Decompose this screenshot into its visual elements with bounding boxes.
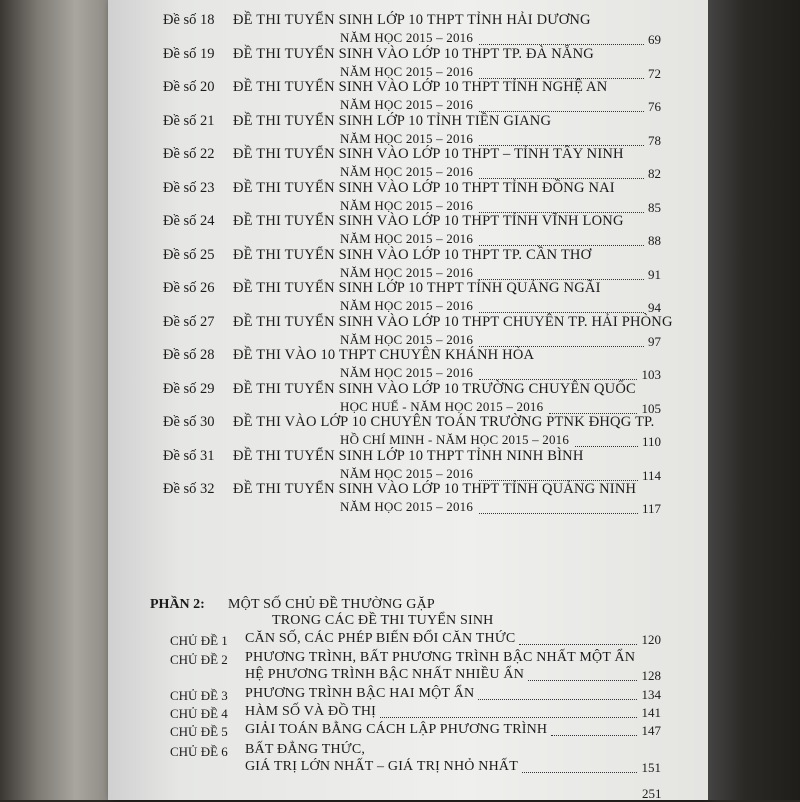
exam-title: ĐỀ THI TUYỂN SINH VÀO LỚP 10 THPT TỈNH NGHỆ AN [233,79,608,95]
exam-title: ĐỀ THI TUYỂN SINH LỚP 10 TỈNH TIỀN GIANG [233,112,552,129]
topic-label: CHỦ ĐỀ 5 [170,724,228,739]
leader-dots [479,512,638,514]
exam-page: 91 [648,266,661,282]
exam-label: Đề số 32 [163,481,215,497]
exam-year: NĂM HỌC 2015 – 2016 [340,197,474,213]
exam-year: NĂM HỌC 2015 – 2016 [340,231,474,246]
topic-label: CHỦ ĐỀ 4 [170,706,228,721]
exam-title: ĐỀ THI TUYỂN SINH VÀO LỚP 10 THPT CHUYÊN TP. HẢI PHÒNG [233,313,673,330]
topic-title: GIÁ TRỊ LỚN NHẤT – GIÁ TRỊ NHỎ NHẤT [245,759,518,774]
exam-year: NĂM HỌC 2015 – 2016 [340,365,474,380]
exam-page: 94 [648,300,661,315]
topic-title: PHƯƠNG TRÌNH BẬC HAI MỘT ẨN [245,686,475,701]
exam-title: ĐỀ THI TUYỂN SINH VÀO LỚP 10 TRƯỜNG CHUYÊN QUỐC [233,380,636,397]
exam-page: 114 [641,467,661,483]
exam-page: 72 [648,65,661,81]
book-spine [0,0,108,800]
exam-label: Đề số 22 [163,146,215,162]
page-edge-shadow [708,0,800,800]
exam-year: NĂM HỌC 2015 – 2016 [340,63,474,79]
exam-title: ĐỀ THI TUYỂN SINH LỚP 10 THPT TỈNH NINH BÌNH [233,447,584,464]
exam-label: Đề số 23 [163,179,215,196]
exam-year: NĂM HỌC 2015 – 2016 [340,97,474,112]
exam-title: ĐỀ THI VÀO LỚP 10 CHUYÊN TOÁN TRƯỜNG PTNK ĐHQG TP. [233,414,655,430]
exam-title: ĐỀ THI TUYỂN SINH VÀO LỚP 10 THPT TỈNH ĐỒNG NAI [233,179,615,196]
exam-page: 97 [648,333,661,349]
exam-title: ĐỀ THI TUYỂN SINH VÀO LỚP 10 THPT TỈNH VĨNH LONG [233,213,624,229]
exam-label: Đề số 19 [163,45,215,62]
exam-label: Đề số 27 [163,313,215,330]
exam-page: 76 [648,99,661,114]
topic-page: 151 [641,760,661,775]
exam-label: Đề số 31 [163,447,215,464]
leader-dots [551,734,637,736]
exam-page: 82 [648,166,661,181]
exam-year: HỌC HUẾ - NĂM HỌC 2015 – 2016 [340,398,544,414]
topic-label: CHỦ ĐỀ 2 [170,652,228,667]
topic-page: 147 [641,723,661,738]
topic-title: BẤT ĐẲNG THỨC, [245,742,366,757]
exam-title: ĐỀ THI TUYỂN SINH VÀO LỚP 10 THPT TP. CẦN THƠ [233,246,592,263]
topic-page: 120 [641,632,661,647]
page-number: 251 [642,786,662,801]
topic-title: HÀM SỐ VÀ ĐỒ THỊ [245,704,377,719]
topic-page: 134 [641,687,661,702]
exam-year: HỒ CHÍ MINH - NĂM HỌC 2015 – 2016 [340,432,570,447]
exam-page: 103 [641,367,661,382]
exam-label: Đề số 26 [163,280,215,296]
exam-title: ĐỀ THI TUYỂN SINH VÀO LỚP 10 THPT TP. ĐÀ NẴNG [233,45,594,62]
exam-label: Đề số 24 [163,213,215,229]
exam-page: 105 [641,400,661,416]
exam-year: NĂM HỌC 2015 – 2016 [340,499,474,514]
exam-title: ĐỀ THI TUYỂN SINH LỚP 10 THPT TỈNH HẢI DƯƠNG [233,12,591,28]
topic-title: CĂN SỐ, CÁC PHÉP BIẾN ĐỔI CĂN THỨC [245,631,516,646]
exam-year: NĂM HỌC 2015 – 2016 [340,30,474,45]
exam-year: NĂM HỌC 2015 – 2016 [340,465,474,481]
exam-title: ĐỀ THI TUYỂN SINH VÀO LỚP 10 THPT TỈNH QUẢNG NINH [233,481,637,497]
exam-label: Đề số 21 [163,112,215,129]
exam-page: 85 [648,199,661,215]
exam-year: NĂM HỌC 2015 – 2016 [340,164,474,179]
exam-label: Đề số 20 [163,79,215,95]
topic-title: GIẢI TOÁN BẰNG CÁCH LẬP PHƯƠNG TRÌNH [245,722,548,737]
exam-title: ĐỀ THI VÀO 10 THPT CHUYÊN KHÁNH HÒA [233,347,535,363]
exam-title: ĐỀ THI TUYỂN SINH VÀO LỚP 10 THPT – TỈNH TÂY NINH [233,146,624,162]
part-subtitle: TRONG CÁC ĐỀ THI TUYỂN SINH [272,613,494,628]
topic-label: CHỦ ĐỀ 6 [170,744,228,759]
leader-dots [380,716,637,718]
part-title: MỘT SỐ CHỦ ĐỀ THƯỜNG GẶP [228,597,435,612]
exam-label: Đề số 29 [163,380,215,397]
exam-year: NĂM HỌC 2015 – 2016 [340,130,474,146]
topic-page: 128 [641,668,661,683]
topic-title: HỆ PHƯƠNG TRÌNH BẬC NHẤT NHIỀU ẨN [245,667,525,682]
leader-dots [478,698,637,700]
exam-year: NĂM HỌC 2015 – 2016 [340,264,474,280]
topic-title: PHƯƠNG TRÌNH, BẤT PHƯƠNG TRÌNH BẬC NHẤT MỘT ẨN [245,650,636,665]
topic-label: CHỦ ĐỀ 3 [170,688,228,703]
exam-page: 110 [641,434,661,449]
exam-page: 88 [648,233,661,248]
exam-page: 117 [641,501,661,516]
exam-page: 78 [648,132,661,148]
exam-label: Đề số 30 [163,414,215,430]
topic-label: CHỦ ĐỀ 1 [170,633,228,648]
leader-dots [528,679,637,681]
exam-year: NĂM HỌC 2015 – 2016 [340,298,474,313]
exam-label: Đề số 28 [163,347,215,363]
topic-page: 141 [641,705,661,720]
exam-label: Đề số 25 [163,246,215,263]
leader-dots [522,771,637,773]
part-label: PHẦN 2: [150,597,205,612]
exam-title: ĐỀ THI TUYỂN SINH LỚP 10 THPT TỈNH QUẢNG NGÃI [233,280,601,296]
leader-dots [575,445,638,447]
exam-year: NĂM HỌC 2015 – 2016 [340,331,474,347]
leader-dots [519,643,637,645]
exam-page: 69 [648,32,661,47]
exam-label: Đề số 18 [163,12,215,28]
